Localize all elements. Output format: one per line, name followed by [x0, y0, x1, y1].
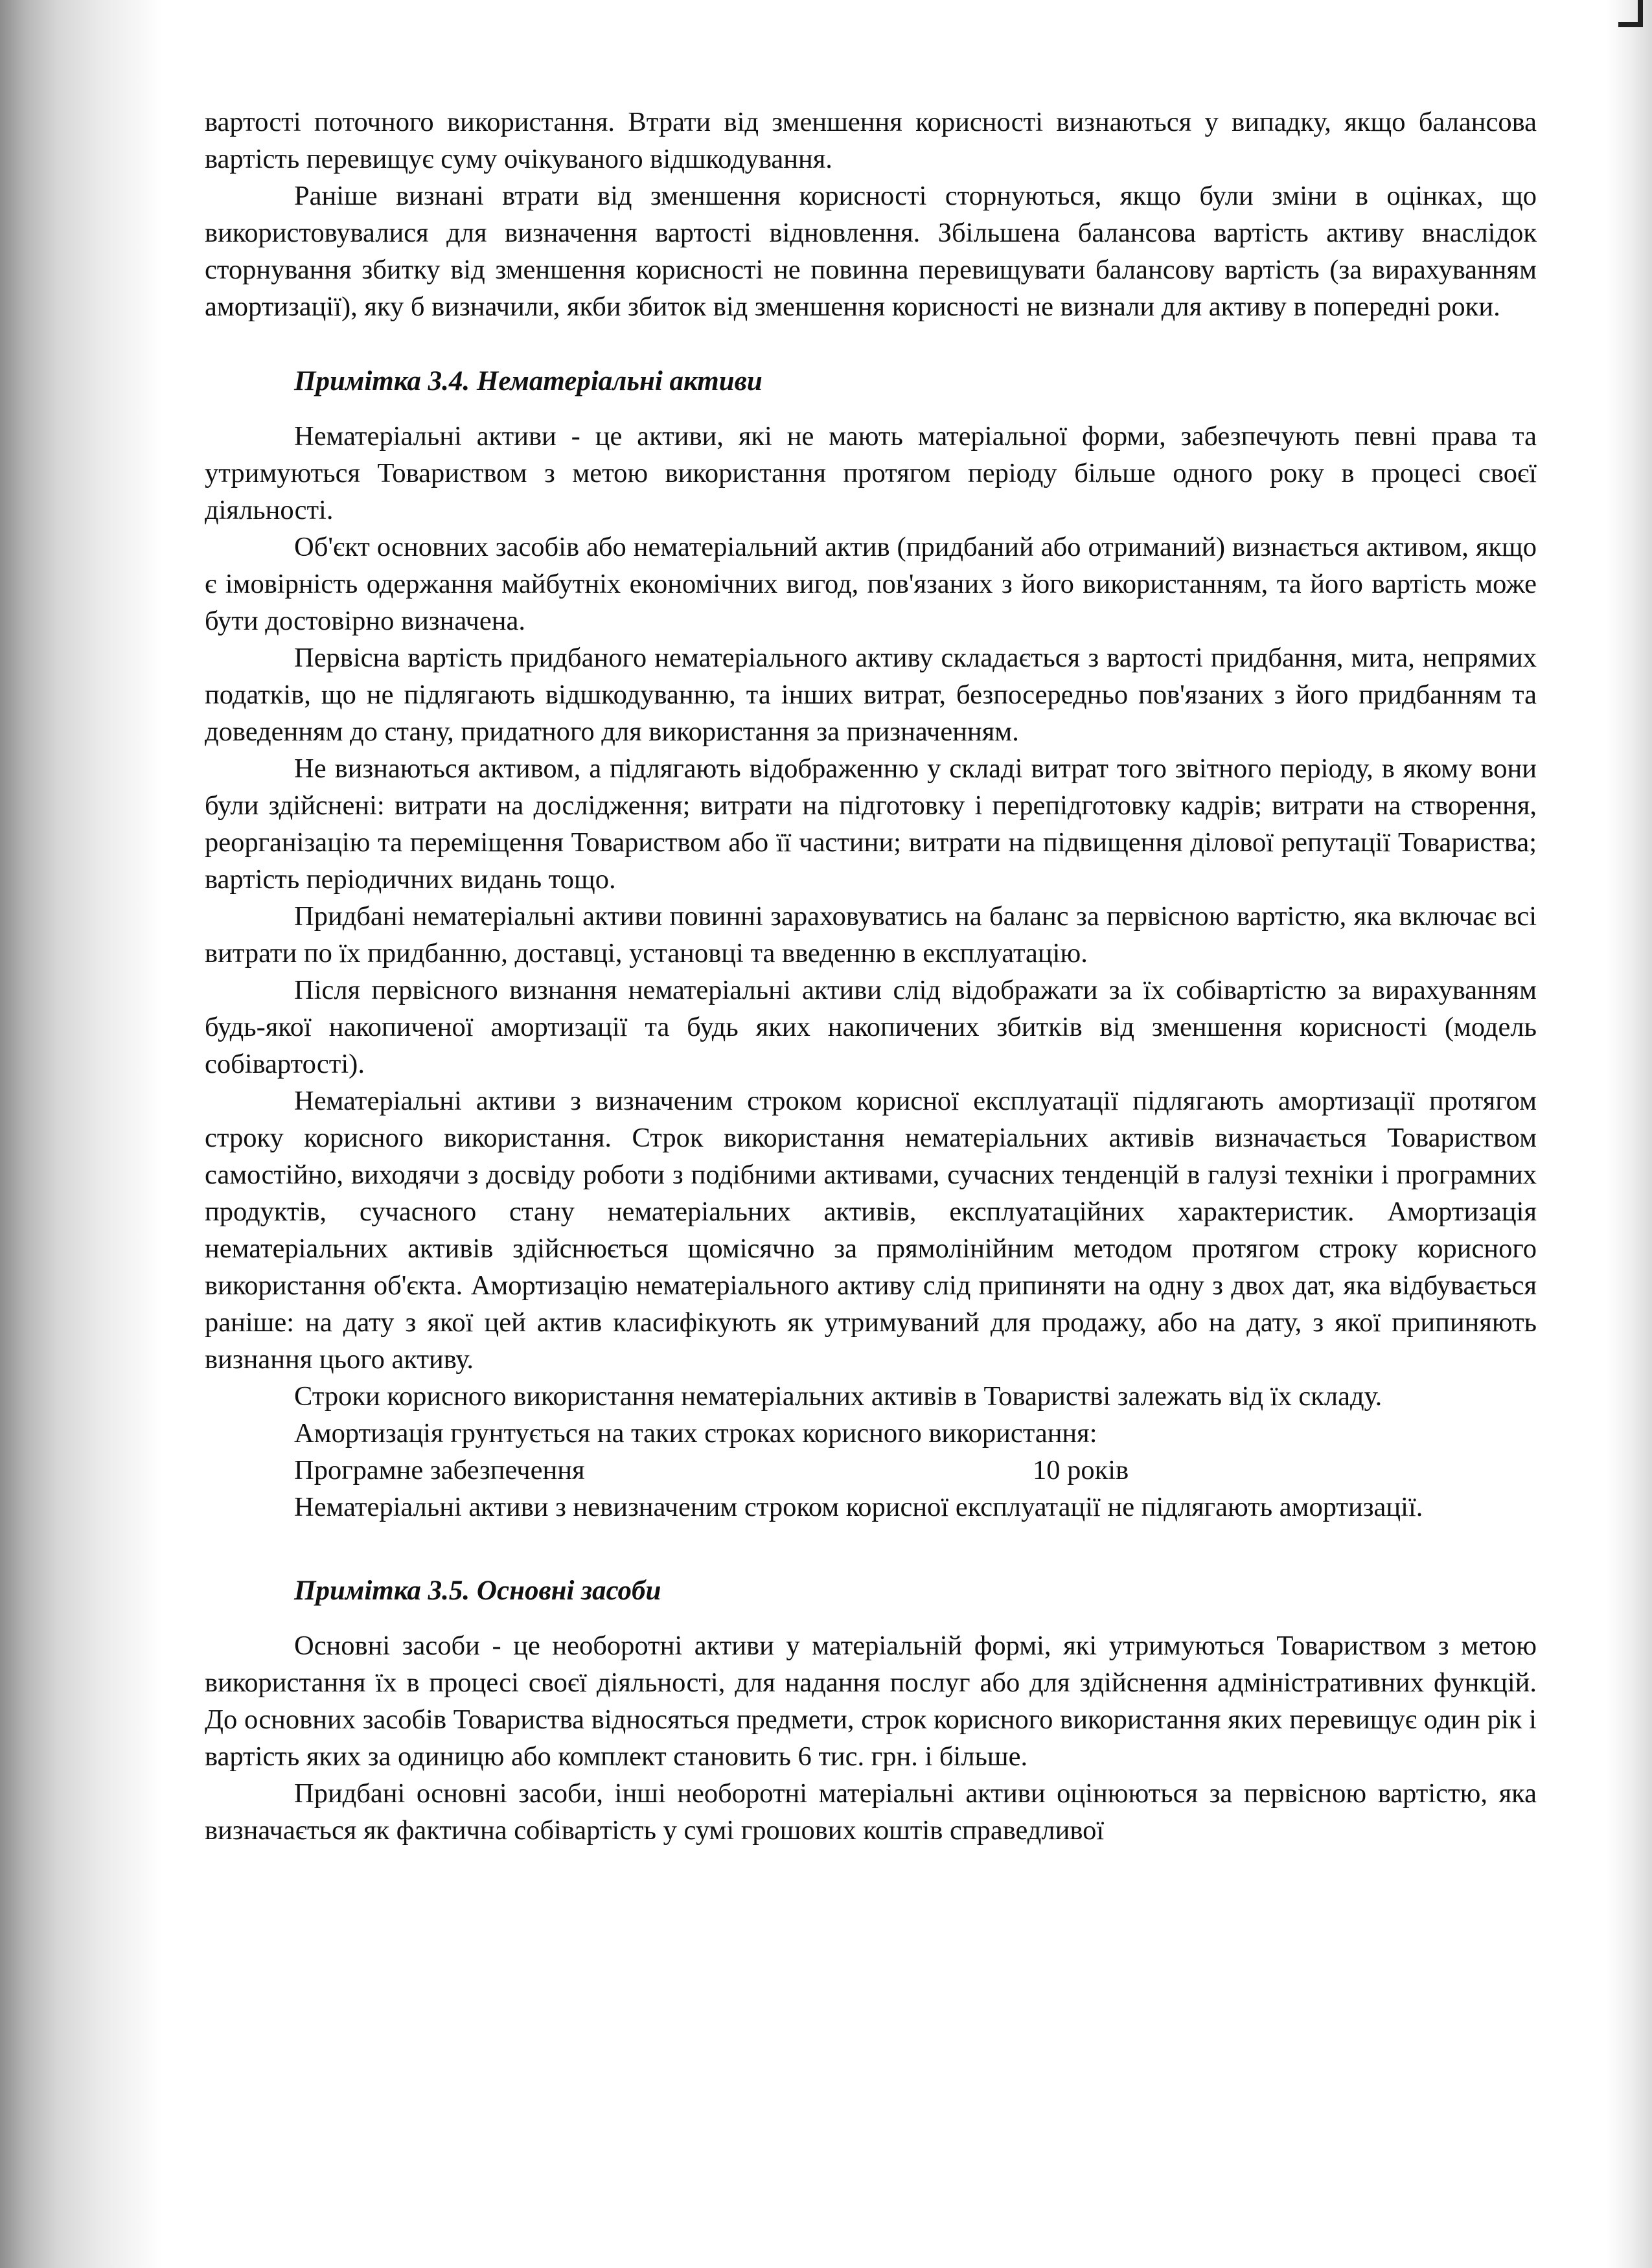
- useful-life-label: Програмне забезпечення: [294, 1455, 585, 1485]
- paragraph: Строки корисного використання нематеріальних активів в Товаристві залежать від їх складу.: [294, 1381, 1382, 1412]
- section-heading-note-3-5: Примітка 3.5. Основні засоби: [294, 1575, 661, 1606]
- paragraph: Придбані нематеріальні активи повинні зараховуватись на баланс за первісною вартістю, яка включає всі витрати по їх придбанню, доставці, установці та введенню в експлуатацію.: [205, 901, 1537, 968]
- paragraph: Нематеріальні активи з невизначеним строком корисної експлуатації не підлягають амортизації.: [294, 1492, 1423, 1522]
- document-page: [205, 104, 1537, 1849]
- useful-life-row: [205, 1452, 1537, 1489]
- useful-life-value: 10 років: [1033, 1455, 1129, 1485]
- paragraph: Нематеріальні активи - це активи, які не мають матеріальної форми, забезпечують певні права та утримуються Товариством з метою використання протягом періоду більше одного року в процесі своєї діяльності.: [205, 421, 1537, 525]
- section-heading-note-3-4: Примітка 3.4. Нематеріальні активи: [294, 366, 763, 396]
- paragraph: Придбані основні засоби, інші необоротні матеріальні активи оцінюються за первісною вартістю, яка визначається як фактична собівартість у сумі грошових коштів справедливої: [205, 1778, 1537, 1846]
- paragraph: Після первісного визнання нематеріальні активи слід відображати за їх собівартістю за вирахуванням будь-якої накопиченої амортизації та будь яких накопичених збитків від зменшення корисності (модель собівартості).: [205, 975, 1537, 1079]
- paragraph: Об'єкт основних засобів або нематеріальний актив (придбаний або отриманий) визнається активом, якщо є імовірність одержання майбутніх економічних вигод, пов'язаних з його використанням, та його вартість може бути достовірно визначена.: [205, 532, 1537, 636]
- scan-shadow-right: [1607, 0, 1652, 2268]
- scan-shadow-left: [0, 0, 162, 2268]
- paragraph: Раніше визнані втрати від зменшення корисності сторнуються, якщо були зміни в оцінках, що використовувалися для визначення вартості відновлення. Збільшена балансова вартість активу внаслідок сторнування збитку від зменшення корисності не повинна перевищувати балансову вартість (за вирахуванням амортизації), яку б визначили, якби збиток від зменшення корисності не визнали для активу в попередні роки.: [205, 181, 1537, 322]
- paragraph: Основні засоби - це необоротні активи у матеріальній формі, які утримуються Товариством з метою використання їх в процесі своєї діяльності, для надання послуг або для здійснення адміністративних функцій. До основних засобів Товариства відносяться предмети, строк корисного використання яких перевищує один рік і вартість яких за одиницю або комплект становить 6 тис. грн. і більше.: [205, 1631, 1537, 1772]
- paragraph-continued: вартості поточного використання. Втрати від зменшення корисності визнаються у випадку, якщо балансова вартість перевищує суму очікуваного відшкодування.: [205, 107, 1537, 174]
- paragraph: Амортизація грунтується на таких строках корисного використання:: [294, 1418, 1097, 1449]
- paragraph: Нематеріальні активи з визначеним строком корисної експлуатації підлягають амортизації протягом строку корисного використання. Строк використання нематеріальних активів визначається Товариством самостійно, виходячи з досвіду роботи з подібними активами, сучасних тенденцій в галузі техніки і програмних продуктів, сучасного стану нематеріальних активів, експлуатаційних характеристик. Амортизація нематеріальних активів здійснюється щомісячно за прямолінійним методом протягом строку корисного використання об'єкта. Амортизацію нематеріального активу слід припиняти на одну з двох дат, яка відбувається раніше: на дату з якої цей актив класифікують як утримуваний для продажу, або на дату, з якої припиняють визнання цього активу.: [205, 1086, 1537, 1375]
- paragraph: Первісна вартість придбаного нематеріального активу складається з вартості придбання, мита, непрямих податків, що не підлягають відшкодуванню, та інших витрат, безпосередньо пов'язаних з його придбанням та доведенням до стану, придатного для використання за призначенням.: [205, 643, 1537, 747]
- scan-corner-mark: [1618, 0, 1643, 27]
- paragraph: Не визнаються активом, а підлягають відображенню у складі витрат того звітного періоду, в якому вони були здійснені: витрати на дослідження; витрати на підготовку і перепідготовку кадрів; витрати на створення, реорганізацію та переміщення Товариством або її частини; витрати на підвищення ділової репутації Товариства; вартість періодичних видань тощо.: [205, 753, 1537, 895]
